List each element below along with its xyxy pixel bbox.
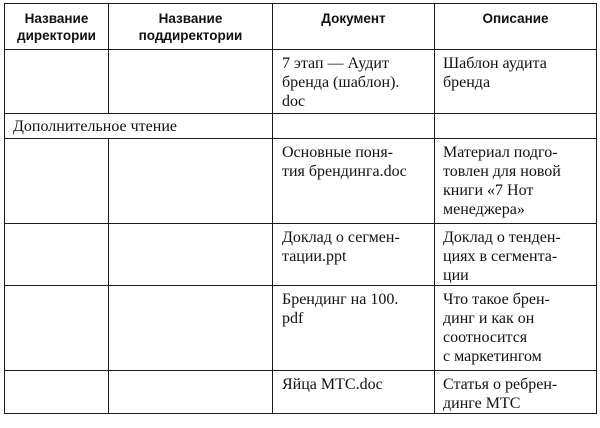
cell-directory bbox=[5, 224, 109, 286]
cell-description: Шаблон аудита бренда bbox=[435, 50, 597, 114]
header-description: Описание bbox=[435, 4, 597, 50]
cell-subdirectory bbox=[109, 139, 273, 224]
cell-subdirectory bbox=[109, 286, 273, 371]
cell-document: Яйца МТС.doc bbox=[273, 371, 435, 414]
cell-description: Что такое брен- динг и как он соотносится с маркетингом bbox=[435, 286, 597, 371]
cell-description: Доклад о тенден- циях в сегмента- ции bbox=[435, 224, 597, 286]
cell-document bbox=[273, 114, 435, 139]
cell-document: Брендинг на 100. pdf bbox=[273, 286, 435, 371]
cell-directory bbox=[5, 371, 109, 414]
header-directory: Название директории bbox=[5, 4, 109, 50]
cell-subdirectory bbox=[109, 224, 273, 286]
cell-directory bbox=[5, 139, 109, 224]
cell-subdirectory bbox=[109, 50, 273, 114]
table-header-row bbox=[5, 4, 597, 50]
cell-description bbox=[435, 114, 597, 139]
file-directory-table bbox=[4, 3, 597, 414]
header-subdirectory: Название поддиректории bbox=[109, 4, 273, 50]
cell-directory bbox=[5, 286, 109, 371]
table-row bbox=[5, 139, 597, 224]
cell-directory bbox=[5, 50, 109, 114]
table-section-row bbox=[5, 114, 597, 139]
table-row bbox=[5, 224, 597, 286]
cell-document: Доклад о сегмен- тации.ppt bbox=[273, 224, 435, 286]
table-row bbox=[5, 50, 597, 114]
cell-description: Статья о ребрен- динге МТС bbox=[435, 371, 597, 414]
table-row bbox=[5, 371, 597, 414]
header-document: Документ bbox=[273, 4, 435, 50]
cell-document: 7 этап — Аудит бренда (шаблон). doc bbox=[273, 50, 435, 114]
cell-description: Материал подго- товлен для новой книги «7 Нот менеджера» bbox=[435, 139, 597, 224]
table-row bbox=[5, 286, 597, 371]
section-label: Дополнительное чтение bbox=[5, 114, 273, 139]
cell-document: Основные поня- тия брендинга.doc bbox=[273, 139, 435, 224]
cell-subdirectory bbox=[109, 371, 273, 414]
